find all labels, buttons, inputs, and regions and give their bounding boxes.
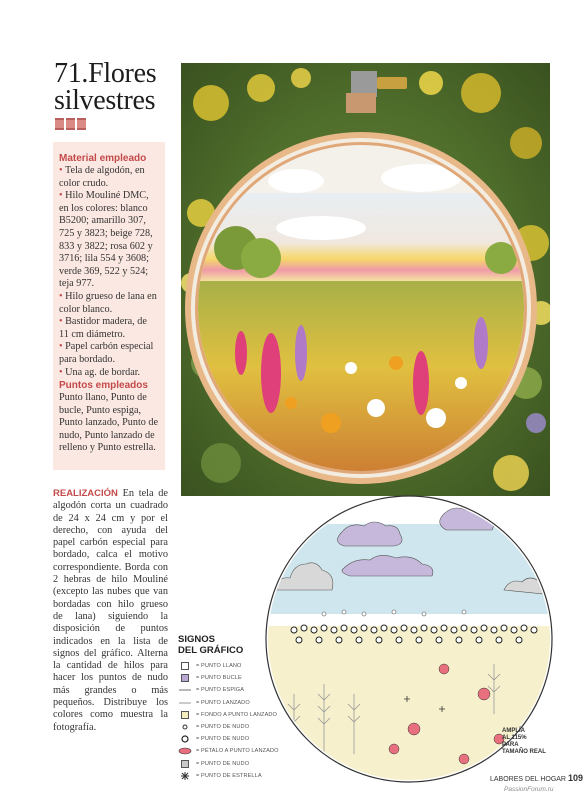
thread-spool-icon [77, 118, 86, 130]
chart-legend [178, 634, 288, 782]
legend-item: = PUNTO BUCLE [178, 672, 288, 684]
square-symbol-icon [178, 710, 192, 720]
embroidery-photo [181, 63, 550, 496]
instructions-text: En tela de algodón corta un cuadrado de 24 x 24 cm y por el derecho, con ayuda del papel carbón especial para bordado, calca el motivo correspondiente. Borda con 2 hebras de hilo Mouliné (excepto las nubes que van bordadas con hilo grueso de lana) siguiendo la disposición de puntos indicados en la lista de signos del gráfico. Alterna la cantidad de hilos para hacer los puntos de nudo más grandes o más pequeños. Distribuye los colores como muestra la fotografía. [53, 488, 168, 733]
legend-item: = PUNTO DE NUDO [178, 733, 288, 745]
material-item: • Tela de algodón, en color crudo. [59, 165, 145, 189]
star-symbol-icon [178, 771, 192, 781]
legend-item: = PUNTO DE NUDO [178, 758, 288, 770]
legend-item: = PUNTO ESPIGA [178, 684, 288, 696]
material-item: • Hilo Mouliné DMC, en los colores: blanco B5200; amarillo 307, 725 y 3823; beige 728, 833 y 3822; rosa 602 y 3716; lila 554 y 3608; verde 369, 522 y 524; teja 977. [59, 190, 153, 290]
stitches-heading: Puntos empleados [59, 380, 148, 392]
materials-list [59, 165, 159, 379]
material-item: • Una ag. de bordar. [59, 366, 141, 378]
square-symbol-icon [178, 673, 192, 683]
title-line-1: 71.Flores [54, 58, 157, 89]
materials-heading: Material empleado [59, 153, 147, 164]
thread-spool-icon [66, 118, 75, 130]
scale-note: AMPLÍA AL 115% PARA TAMAÑO REAL [502, 728, 546, 755]
legend-item: = FONDO A PUNTO LANZADO [178, 709, 288, 721]
square-symbol-icon [178, 661, 192, 671]
small-circle-symbol-icon [178, 722, 192, 732]
page-title [54, 60, 174, 114]
page-number: 109 [567, 773, 583, 783]
legend-title: SIGNOS DEL GRÁFICO [178, 634, 244, 656]
materials-box [53, 142, 165, 470]
watermark: PassionForum.ru [504, 786, 554, 793]
title-line-2: silvestres [54, 85, 156, 116]
spool-icons [55, 118, 86, 130]
petal-symbol-icon [178, 746, 192, 756]
legend-item: = PUNTO LLANO [178, 660, 288, 672]
thread-spool-icon [55, 118, 64, 130]
material-item: • Bastidor madera, de 11 cm diámetro. [59, 316, 147, 340]
embroidery-hoop-illustration [181, 63, 550, 496]
material-item: • Hilo grueso de lana en color blanco. [59, 290, 157, 315]
line-symbol-icon [178, 698, 192, 708]
circle-symbol-icon [178, 734, 192, 744]
material-item: • Papel carbón especial para bordado. [59, 341, 154, 365]
square-symbol-icon [178, 759, 192, 769]
legend-item: = PUNTO LANZADO [178, 697, 288, 709]
instructions [53, 488, 168, 734]
magazine-name: LABORES DEL HOGAR [490, 776, 566, 783]
page-footer [490, 773, 583, 783]
stitches-text: Punto llano, Punto de bucle, Punto espiga, Punto lanzado, Punto de nudo, Punto lanzado de relleno y Punto estrella. [59, 392, 159, 454]
instructions-heading: REALIZACIÓN [53, 488, 118, 499]
legend-item: = PUNTO DE ESTRELLA [178, 770, 288, 782]
legend-item: = PUNTO DE NUDO [178, 721, 288, 733]
legend-item: = PÉTALO A PUNTO LANZADO [178, 745, 288, 757]
line-symbol-icon [178, 685, 192, 695]
